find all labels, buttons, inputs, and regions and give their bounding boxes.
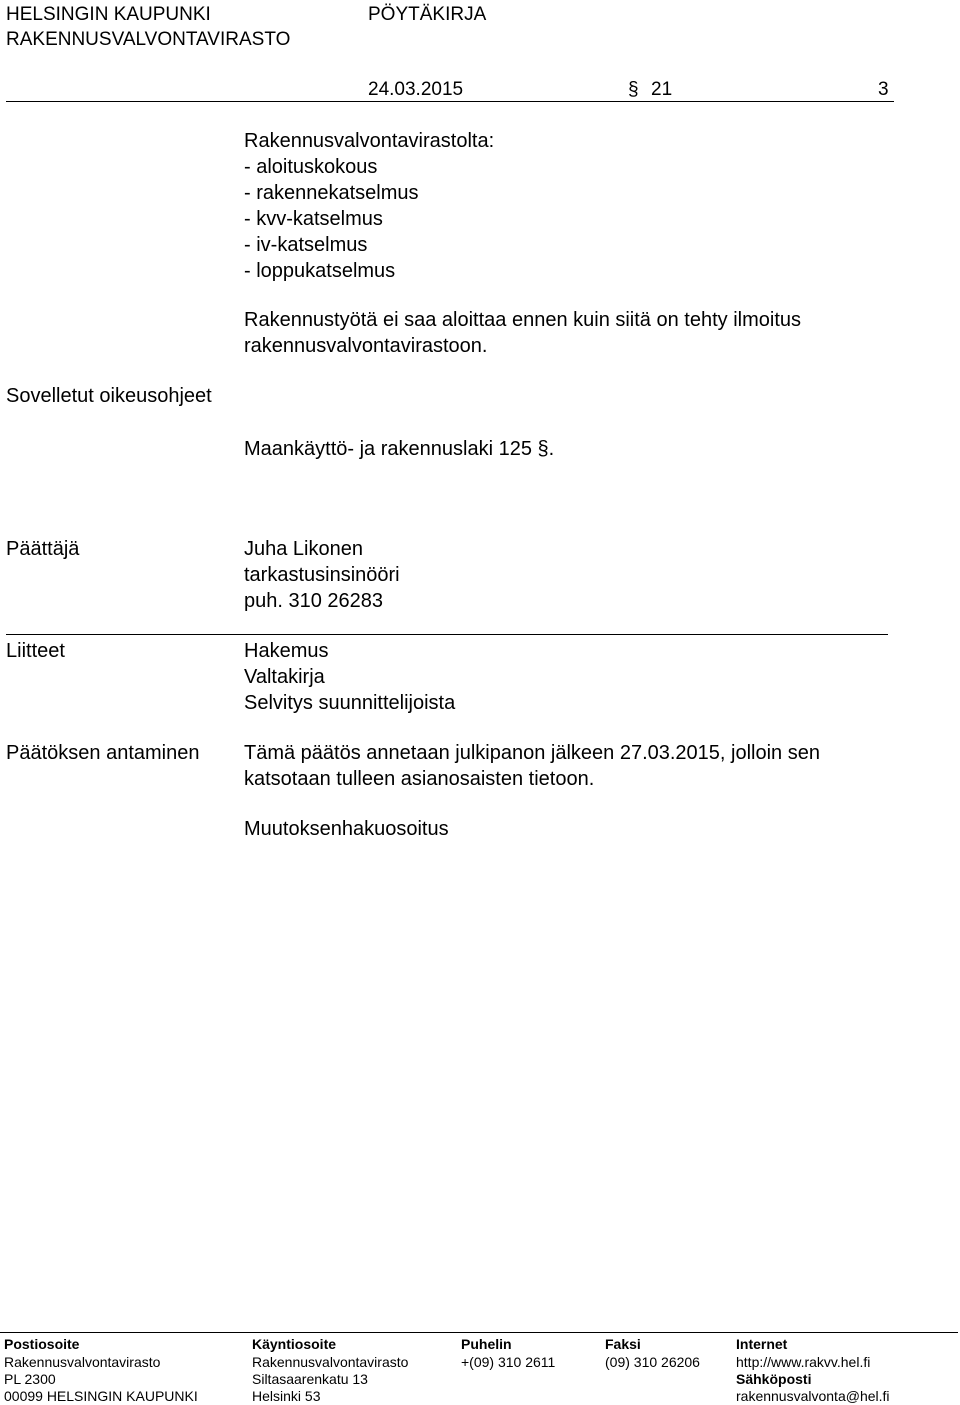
inspections-intro: Rakennusvalvontavirastolta: <box>244 130 495 152</box>
list-item: - kvv-katselmus <box>244 208 383 230</box>
footer-visiting-heading: Käyntiosoite <box>252 1336 337 1352</box>
decider-block <box>244 536 400 614</box>
footer-postal-line: Rakennusvalvontavirasto <box>4 1354 161 1370</box>
footer-postal-heading: Postiosoite <box>4 1336 80 1352</box>
footer-fax-value: (09) 310 26206 <box>605 1354 700 1370</box>
decider-phone: puh. 310 26283 <box>244 590 384 612</box>
document-date: 24.03.2015 <box>368 79 464 100</box>
footer-visiting-line: Siltasaarenkatu 13 <box>252 1371 368 1387</box>
delivery-line: Tämä päätös annetaan julkipanon jälkeen 27.03.2015, jolloin sen <box>244 742 820 764</box>
page-number: 3 <box>878 79 889 100</box>
footer-phone-value: +(09) 310 2611 <box>461 1354 556 1370</box>
delivery-paragraph <box>244 740 820 792</box>
list-item: Selvitys suunnittelijoista <box>244 692 456 714</box>
footer-rule <box>0 1332 958 1333</box>
notice-line: Rakennustyötä ei saa aloittaa ennen kuin siitä on tehty ilmoitus <box>244 309 802 331</box>
list-item: - aloituskokous <box>244 156 378 178</box>
footer-postal-line: PL 2300 <box>4 1371 56 1387</box>
section-divider <box>6 634 888 635</box>
footer-phone-heading: Puhelin <box>461 1336 512 1352</box>
footer-internet-link[interactable]: http://www.rakvv.hel.fi <box>736 1354 871 1370</box>
footer-postal-line: 00099 HELSINGIN KAUPUNKI <box>4 1388 198 1404</box>
list-item: - rakennekatselmus <box>244 182 419 204</box>
footer-visiting-line: Helsinki 53 <box>252 1388 321 1404</box>
department-name: RAKENNUSVALVONTAVIRASTO <box>6 29 291 50</box>
attachments-list <box>244 638 455 716</box>
list-item: - loppukatselmus <box>244 260 396 282</box>
footer-internet-heading: Internet <box>736 1336 788 1352</box>
applied-law-label: Sovelletut oikeusohjeet <box>6 385 212 407</box>
delivery-line: katsotaan tulleen asianosaisten tietoon. <box>244 768 595 790</box>
appeal-heading: Muutoksenhakuosoitus <box>244 818 449 840</box>
list-item: Valtakirja <box>244 666 325 688</box>
inspections-block <box>244 128 494 284</box>
list-item: - iv-katselmus <box>244 234 368 256</box>
delivery-label: Päätöksen antaminen <box>6 742 200 764</box>
notice-paragraph <box>244 307 801 359</box>
section-symbol: § <box>628 79 639 100</box>
footer-email-heading: Sähköposti <box>736 1371 812 1387</box>
applied-law-value: Maankäyttö- ja rakennuslaki 125 §. <box>244 438 555 460</box>
org-name: HELSINGIN KAUPUNKI <box>6 4 211 25</box>
section-number: 21 <box>651 79 673 100</box>
decider-label: Päättäjä <box>6 538 80 560</box>
footer-fax-heading: Faksi <box>605 1336 641 1352</box>
footer-visiting-line: Rakennusvalvontavirasto <box>252 1354 409 1370</box>
decider-name: Juha Likonen <box>244 538 363 560</box>
decider-title: tarkastusinsinööri <box>244 564 400 586</box>
header-rule <box>6 101 894 102</box>
list-item: Hakemus <box>244 640 329 662</box>
attachments-label: Liitteet <box>6 640 65 662</box>
footer-email-link[interactable]: rakennusvalvonta@hel.fi <box>736 1388 890 1404</box>
notice-line: rakennusvalvontavirastoon. <box>244 335 488 357</box>
document-type: PÖYTÄKIRJA <box>368 4 487 25</box>
